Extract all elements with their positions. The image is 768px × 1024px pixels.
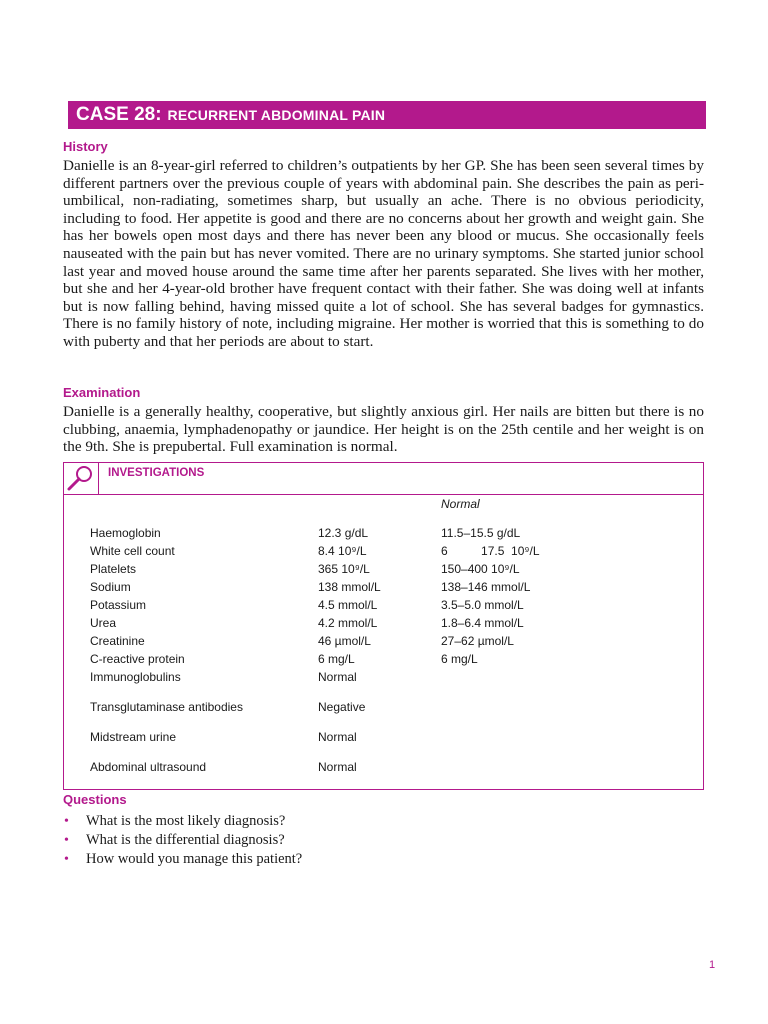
- test-value: 8.4 10⁹/L: [318, 544, 367, 558]
- questions-heading: Questions: [63, 792, 127, 807]
- page-number: 1: [709, 959, 716, 971]
- test-value: Normal: [318, 670, 357, 684]
- test-normal-range: 27–62 µmol/L: [441, 634, 514, 648]
- investigations-header-divider: [64, 494, 703, 495]
- bullet-icon: •: [64, 833, 69, 848]
- test-normal-range: 1.8–6.4 mmol/L: [441, 616, 524, 630]
- question-item: [63, 812, 302, 831]
- test-value: 4.5 mmol/L: [318, 598, 378, 612]
- test-value: Normal: [318, 760, 357, 774]
- normal-range-header: Normal: [441, 497, 480, 511]
- investigations-title: INVESTIGATIONS: [108, 467, 205, 479]
- test-normal-range: 138–146 mmol/L: [441, 580, 531, 594]
- test-normal-range: 3.5–5.0 mmol/L: [441, 598, 524, 612]
- test-name: C-reactive protein: [90, 652, 185, 666]
- test-name: Immunoglobulins: [90, 670, 181, 684]
- test-value: 365 10⁹/L: [318, 562, 370, 576]
- history-text: Danielle is an 8-year-girl referred to children’s outpatients by her GP. She has been seen several times by different partners over the previous couple of years with abdominal pain. She describes the pain as peri-umbilical, non-radiating, sometimes sharp, but usually an ache. There is no obvious periodicity, including to food. Her appetite is good and there are no concerns about her growth and weight gain. She has her bowels open most days and there has never been any blood or mucus. She occasionally feels nauseated with the pain but has never vomited. There are no urinary symptoms. She started junior school last year and moved house around the same time after her parents separated. She lives with her mother, but she and her 4-year-old brother have frequent contact with their father. She was doing well at infants but is now falling behind, having missed quite a lot of school. She has several badges for gymnastics. There is no family history of note, including migraine. Her mother is worried that this is something to do with puberty and that her periods are about to start.: [63, 157, 704, 350]
- test-normal-range: 11.5–15.5 g/dL: [441, 526, 521, 540]
- test-name: Urea: [90, 616, 117, 630]
- case-title-bar: [68, 101, 706, 129]
- test-name: Sodium: [90, 580, 131, 594]
- test-value: 46 µmol/L: [318, 634, 371, 648]
- history-heading: History: [63, 139, 108, 154]
- questions-list: [63, 812, 302, 869]
- test-value: 12.3 g/dL: [318, 526, 369, 540]
- investigations-icon-cell: [64, 463, 99, 494]
- test-value: 138 mmol/L: [318, 580, 381, 594]
- examination-heading: Examination: [63, 385, 141, 400]
- question-item: [63, 850, 302, 869]
- test-value: 6 mg/L: [318, 652, 355, 666]
- test-name: White cell count: [90, 544, 175, 558]
- bullet-icon: •: [64, 852, 69, 867]
- test-normal-range: 6 17.5 10⁹/L: [441, 544, 540, 558]
- test-value: Normal: [318, 730, 357, 744]
- magnifier-icon: [66, 464, 96, 493]
- test-name: Abdominal ultrasound: [90, 760, 207, 774]
- question-item: [63, 831, 302, 850]
- test-name: Haemoglobin: [90, 526, 161, 540]
- test-normal-range: 6 mg/L: [441, 652, 478, 666]
- test-value: 4.2 mmol/L: [318, 616, 378, 630]
- question-text: What is the most likely diagnosis?: [86, 813, 286, 829]
- investigations-box: [63, 462, 704, 790]
- question-text: How would you manage this patient?: [86, 851, 303, 867]
- test-name: Platelets: [90, 562, 137, 576]
- test-name: Creatinine: [90, 634, 145, 648]
- test-name: Midstream urine: [90, 730, 177, 744]
- case-number: CASE 28:: [76, 104, 162, 125]
- test-value: Negative: [318, 700, 366, 714]
- case-topic: RECURRENT ABDOMINAL PAIN: [167, 107, 386, 123]
- question-text: What is the differential diagnosis?: [86, 832, 285, 848]
- test-normal-range: 150–400 10⁹/L: [441, 562, 520, 576]
- examination-text: Danielle is a generally healthy, cooperative, but slightly anxious girl. Her nails are bitten but there is no clubbing, anaemia, lymphadenopathy or jaundice. Her height is on the 25th centile and her weight is on the 9th. She is prepubertal. Full examination is normal.: [63, 403, 704, 456]
- test-name: Transglutaminase antibodies: [90, 700, 243, 714]
- test-name: Potassium: [90, 598, 147, 612]
- bullet-icon: •: [64, 814, 69, 829]
